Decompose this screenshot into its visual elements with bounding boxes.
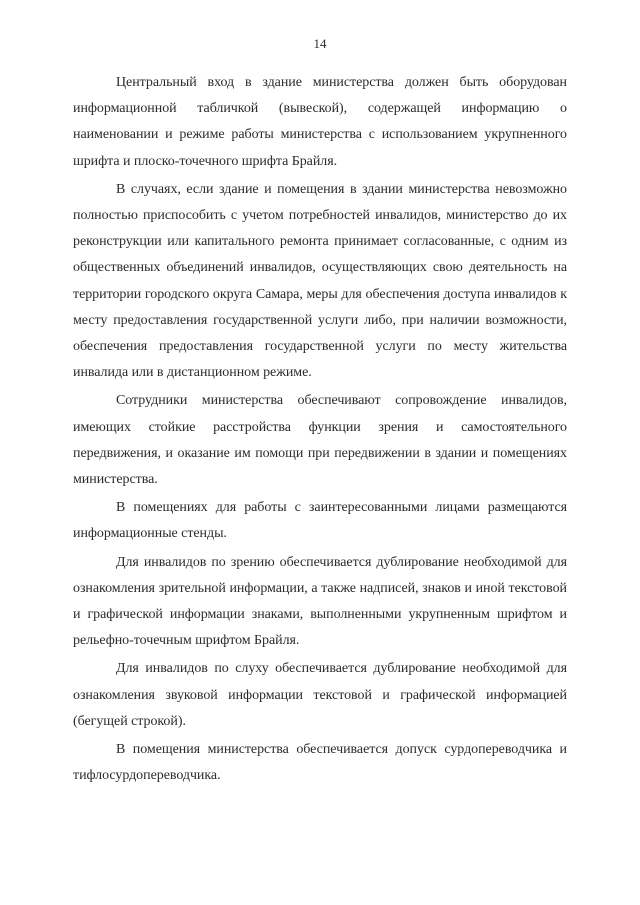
paragraph-entrance-signage: Центральный вход в здание министерства должен быть оборудован информационной табличкой (вывеской), содержащей информацию о наименовании и режиме работы министерства с использованием укрупненного шрифта и плоско-точечного шрифта Брайля. (73, 75, 567, 169)
paragraph-interpreter-access: В помещения министерства обеспечивается допуск сурдопереводчика и тифлосурдопереводчика. (73, 742, 567, 784)
paragraph-staff-assistance: Сотрудники министерства обеспечивают сопровождение инвалидов, имеющих стойкие расстройства функции зрения и самостоятельного передвижения, и оказание им помощи при передвижении в здании и помещениях министерства. (73, 393, 567, 488)
paragraph-hearing-impairment: Для инвалидов по слуху обеспечивается дублирование необходимой для ознакомления звуковой информации текстовой и графической информацией (бегущей строкой). (73, 661, 567, 729)
page-number: 14 (313, 36, 327, 51)
paragraph-visual-impairment: Для инвалидов по зрению обеспечивается дублирование необходимой для ознакомления зрительной информации, а также надписей, знаков и иной текстовой и графической информации знаками, выполненными укрупненным шрифтом и рельефно-точечным шрифтом Брайля. (73, 554, 567, 649)
paragraph-accessibility-measures: В случаях, если здание и помещения в здании министерства невозможно полностью приспособить с учетом потребностей инвалидов, министерство до их реконструкции или капитального ремонта принимает согласованные, с одним из общественных объединений инвалидов, осуществляющих свою деятельность на территории городского округа Самара, меры для обеспечения доступа инвалидов к месту предоставления государственной услуги либо, при наличии возможности, обеспечения предоставления государственной услуги по месту жительства инвалида или в дистанционном режиме. (73, 181, 567, 381)
paragraph-information-stands: В помещениях для работы с заинтересованными лицами размещаются информационные стенды. (73, 500, 567, 542)
document-body (73, 70, 567, 791)
